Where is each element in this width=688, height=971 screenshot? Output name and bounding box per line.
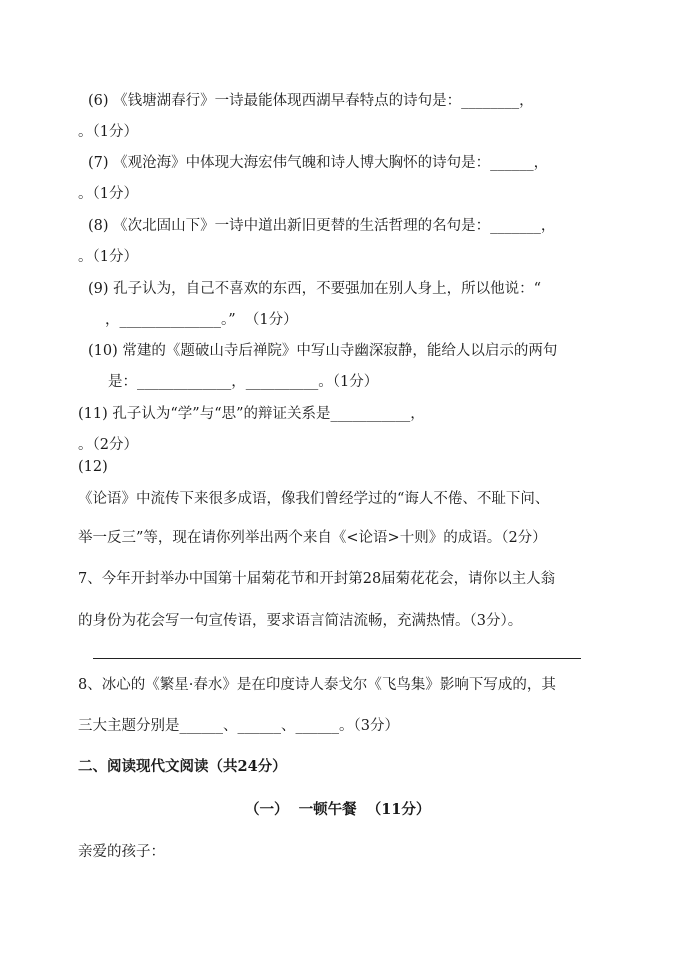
salutation: 亲爱的孩子： [78, 844, 165, 860]
question-8-continuation: 。（1分） [78, 249, 138, 265]
question-7: (7) 《观沧海》中体现大海宏伟气魄和诗人博大胸怀的诗句是：______， [88, 155, 549, 171]
answer-line [93, 658, 581, 659]
subsection-heading: （一） 一顿午餐 （11分） [245, 801, 431, 818]
question-10: (10) 常建的《题破山寺后禅院》中写山寺幽深寂静，能给人以启示的两句 [88, 343, 558, 359]
question-8: (8) 《次北固山下》一诗中道出新旧更替的生活哲理的名句是：_______， [88, 218, 556, 234]
question-6: (6) 《钱塘湖春行》一诗最能体现西湖早春特点的诗句是：________， [88, 93, 534, 109]
question-main-7: 7、今年开封举办中国第十届菊花节和开封第28届菊花花会，请你以主人翁 [78, 571, 556, 587]
question-7-continuation: 。（1分） [78, 186, 138, 202]
question-main-8: 8、冰心的《繁星·春水》是在印度诗人泰戈尔《飞鸟集》影响下写成的，其 [78, 677, 556, 693]
question-6-continuation: 。（1分） [78, 124, 138, 140]
question-main-8-continuation: 三大主题分别是______、______、______。（3分） [78, 718, 399, 734]
question-11: (11) 孔子认为“学”与“思”的辩证关系是___________， [78, 406, 425, 422]
question-9-continuation: ，______________。” （1分） [105, 312, 298, 328]
question-9: (9) 孔子认为，自己不喜欢的东西，不要强加在别人身上，所以他说：“ [88, 281, 542, 297]
question-12: 《论语》中流传下来很多成语，像我们曾经学过的“诲人不倦、不耻下问、 [78, 491, 550, 507]
question-12-number: (12) [78, 459, 108, 475]
section-heading: 二、阅读现代文阅读（共24分） [78, 758, 287, 775]
question-11-continuation: 。（2分） [78, 437, 138, 453]
question-12-continuation: 举一反三”等，现在请你列举出两个来自《<论语>十则》的成语。（2分） [78, 530, 547, 546]
question-main-7-continuation: 的身份为花会写一句宣传语，要求语言简洁流畅，充满热情。（3分）。 [78, 613, 523, 629]
question-10-continuation: 是：_____________，__________。（1分） [108, 374, 379, 390]
